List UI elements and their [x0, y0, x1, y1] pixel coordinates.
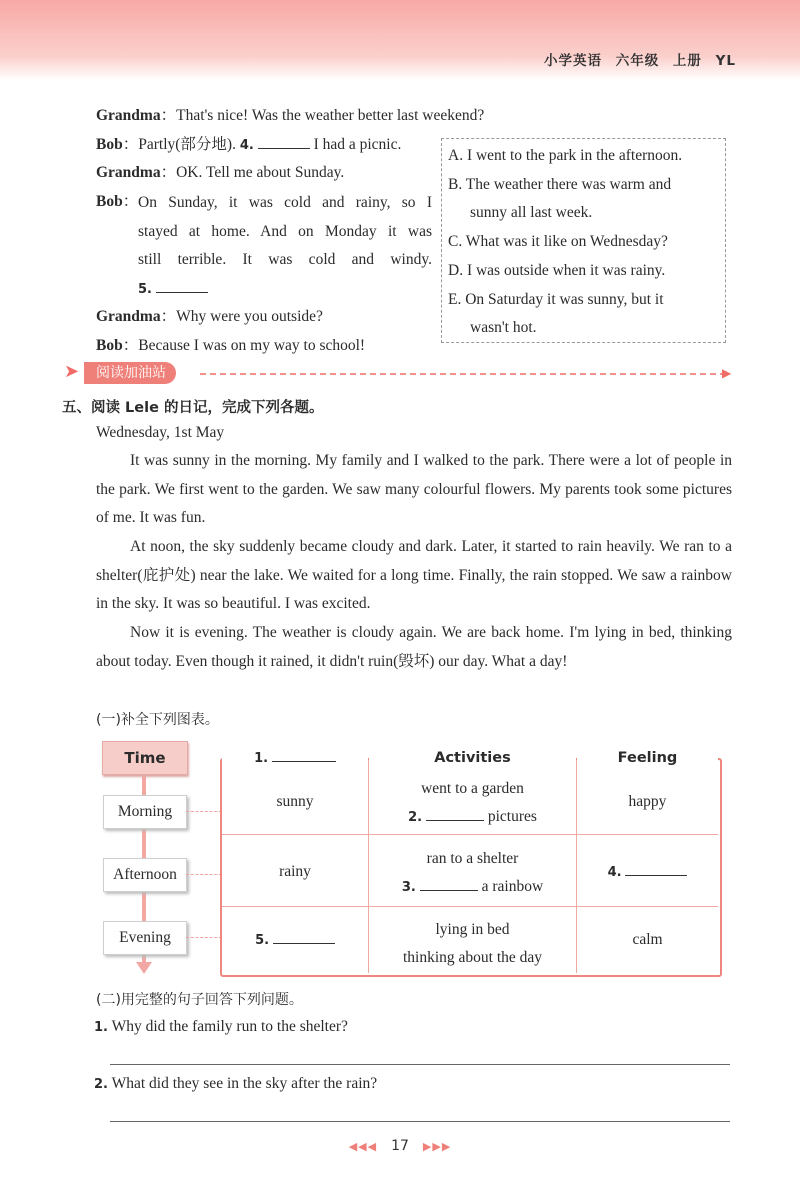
cell-weather	[222, 926, 368, 955]
dialogue-line-3	[96, 160, 344, 182]
speaker-separator: ：	[122, 136, 139, 153]
dialogue-text: stayed at home. And on Monday it was	[138, 222, 432, 240]
banner-arrow-icon: ➤	[64, 361, 80, 382]
row-label-evening: Evening	[103, 921, 187, 955]
blank-number-3: 3.	[401, 880, 416, 895]
diary-date: Wednesday, 1st May	[96, 424, 225, 441]
row-connector	[186, 811, 222, 812]
answer-blank-3[interactable]	[420, 878, 478, 891]
cell-activity: lying in bed	[435, 921, 510, 938]
diary-paragraph-1: It was sunny in the morning. My family and I walked to the park. There were a lot of people in the park. We first went to the garden. We saw many colourful flowers. My parents took some pictures of me. It was fun.	[96, 452, 732, 527]
speaker-separator: ：	[160, 107, 177, 124]
answer-blank-1[interactable]	[272, 749, 336, 762]
question-number: 1.	[94, 1020, 108, 1035]
answer-blank-4[interactable]	[258, 136, 310, 149]
dialogue-text: still terrible. It was cold and windy.	[138, 251, 432, 269]
option-b-cont: sunny all last week.	[470, 204, 593, 221]
section-banner: 阅读加油站	[84, 362, 176, 384]
question-2	[94, 1075, 377, 1093]
cell-weather: rainy	[279, 863, 311, 880]
cell-feeling	[577, 858, 718, 887]
cell-activity	[369, 873, 576, 902]
cell-activity	[369, 803, 576, 832]
speaker-bob: Bob	[96, 136, 123, 153]
diary-paragraph-3: Now it is evening. The weather is cloudy again. We are back home. I'm lying in bed, thinking about today. Even though it rained, it didn't ruin(毁坏) our day. What a day!	[96, 624, 732, 670]
speaker-separator: ：	[122, 337, 139, 354]
cell-weather: sunny	[276, 793, 314, 810]
answer-blank-5[interactable]	[156, 280, 208, 293]
cell-text: a rainbow	[481, 878, 544, 895]
dialogue-text: I had a picnic.	[309, 136, 402, 153]
cell-activity: thinking about the day	[402, 949, 543, 966]
speaker-grandma: Grandma	[96, 164, 161, 181]
part-two-title: (二)用完整的句子回答下列问题。	[96, 992, 303, 1008]
table-divider	[222, 834, 718, 835]
option-a: A. I went to the park in the afternoon.	[448, 147, 683, 164]
question-text: What did they see in the sky after the rain?	[111, 1075, 378, 1092]
blank-number-1: 1.	[254, 751, 269, 766]
dialogue-text: Why were you outside?	[176, 308, 323, 325]
part-one-title: (一)补全下列图表。	[96, 712, 219, 728]
row-connector	[186, 937, 222, 938]
blank-number-5b: 5.	[255, 933, 270, 948]
answer-blank-5b[interactable]	[273, 931, 335, 944]
row-label-afternoon: Afternoon	[103, 858, 187, 892]
question-text: Why did the family run to the shelter?	[111, 1018, 348, 1035]
col-header-feeling: Feeling	[577, 744, 718, 772]
col-header-weather	[222, 744, 368, 773]
speaker-bob: Bob	[96, 193, 123, 210]
dialogue-text: Because I was on my way to school!	[138, 337, 366, 354]
table-divider	[222, 906, 718, 907]
question-title: 五、阅读 Lele 的日记，完成下列各题。	[62, 400, 324, 416]
row-label-morning: Morning	[103, 795, 187, 829]
option-b: B. The weather there was warm and	[448, 176, 672, 193]
question-number: 2.	[94, 1077, 108, 1092]
dialogue-line-5	[96, 304, 323, 326]
divider-arrow-icon: ▶	[722, 366, 732, 380]
cell-feeling: calm	[632, 931, 663, 948]
blank-number-4b: 4.	[607, 865, 622, 880]
dialogue-text: Partly(部分地).	[138, 136, 240, 153]
cell-activity: ran to a shelter	[426, 850, 519, 867]
timeline-arrow-icon	[136, 962, 152, 974]
speaker-bob: Bob	[96, 337, 123, 354]
answer-line-2[interactable]	[110, 1121, 730, 1122]
answer-line-1[interactable]	[110, 1064, 730, 1065]
speaker-separator: ：	[160, 164, 177, 181]
question-1	[94, 1018, 348, 1036]
dialogue-line-1	[96, 103, 484, 125]
blank-number-5: 5.	[138, 281, 152, 297]
banner-divider	[200, 373, 726, 375]
speaker-separator: ：	[122, 193, 139, 210]
col-header-activities: Activities	[369, 744, 576, 772]
speaker-separator: ：	[160, 308, 177, 325]
option-e: E. On Saturday it was sunny, but it	[448, 291, 664, 308]
cell-feeling: happy	[628, 793, 667, 810]
next-arrows-icon: ▶▶▶	[422, 1140, 452, 1153]
prev-arrows-icon: ◀◀◀	[348, 1140, 378, 1153]
diary-paragraph-2: At noon, the sky suddenly became cloudy and dark. Later, it started to rain heavily. We ran to a shelter(庇护处) near the lake. We waited for a long time. Finally, the rain stopped. We saw a rainbow in the sky. It was so beautiful. I was excited.	[96, 538, 732, 613]
time-header-tag: Time	[102, 741, 188, 775]
option-c: C. What was it like on Wednesday?	[448, 233, 668, 250]
bob-sunday-text	[138, 189, 432, 304]
answer-blank-4b[interactable]	[625, 863, 687, 876]
speaker-grandma: Grandma	[96, 107, 161, 124]
dialogue-text: On Sunday, it was cold and rainy, so I	[138, 194, 432, 211]
row-connector	[186, 874, 222, 875]
cell-activity: went to a garden	[421, 780, 524, 797]
dialogue-text: OK. Tell me about Sunday.	[176, 164, 345, 181]
dialogue-line-4	[96, 189, 138, 211]
header-book-info: 小学英语 六年级 上册 YL	[544, 53, 736, 69]
dialogue-line-2	[96, 132, 401, 154]
option-e-cont: wasn't hot.	[470, 319, 537, 336]
option-d: D. I was outside when it was rainy.	[448, 262, 666, 279]
cell-text: pictures	[487, 808, 537, 825]
speaker-grandma: Grandma	[96, 308, 161, 325]
page-number: 17	[391, 1138, 409, 1154]
dialogue-line-6	[96, 333, 365, 355]
blank-number-2: 2.	[408, 810, 423, 825]
answer-blank-2[interactable]	[426, 808, 484, 821]
dialogue-text: That's nice! Was the weather better last weekend?	[176, 107, 485, 124]
page-footer	[330, 1138, 470, 1154]
blank-number-4: 4.	[239, 138, 254, 153]
